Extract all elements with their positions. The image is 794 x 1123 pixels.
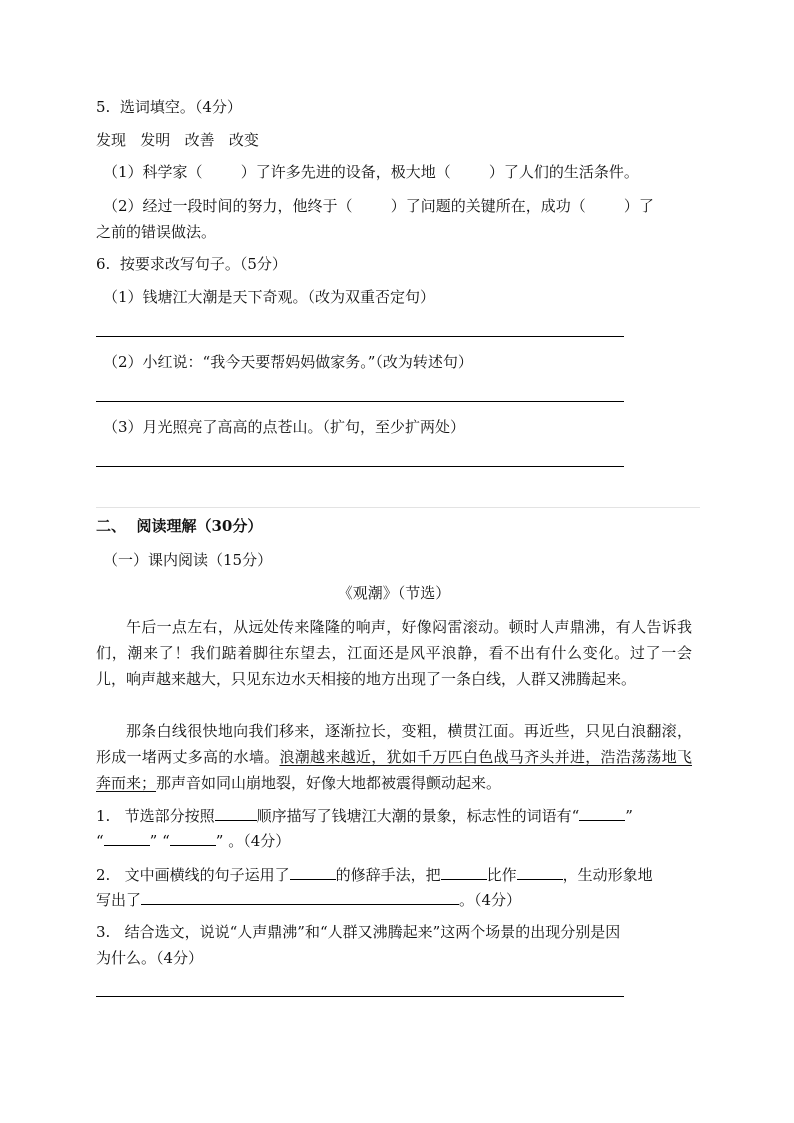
reading-q1-text: ” “	[149, 832, 170, 850]
reading-q2-text: 比作	[486, 866, 517, 884]
reading-q2-text: 写出了	[96, 891, 142, 909]
fill-blank[interactable]	[141, 889, 459, 905]
reading-q2-text: ，生动形象地	[562, 866, 653, 884]
fill-blank[interactable]	[441, 864, 487, 880]
q5-item-2-line-2: 之前的错误做法。	[96, 223, 217, 241]
fill-blank[interactable]	[215, 805, 257, 821]
q6-item-3: （3）月光照亮了高高的点苍山。（扩句，至少扩两处）	[103, 418, 466, 436]
fill-blank[interactable]	[290, 864, 336, 880]
paragraph-2-text-end: 那声音如同山崩地裂，好像大地都被震得颤动起来。	[156, 774, 502, 792]
reading-q2-text: 。（4分）	[459, 891, 522, 909]
reading-q1-text: “	[96, 832, 104, 850]
reading-q2-text: 2. 文中画横线的句子运用了	[96, 866, 290, 884]
fill-blank[interactable]	[517, 864, 563, 880]
answer-line[interactable]	[96, 466, 624, 467]
answer-line[interactable]	[96, 401, 624, 402]
section-2-subtitle: （一）课内阅读（15分）	[103, 551, 273, 569]
answer-line[interactable]	[96, 996, 624, 997]
fill-blank[interactable]	[579, 805, 625, 821]
reading-q3-line-1: 3. 结合选文，说说“人声鼎沸”和“人群又沸腾起来”这两个场景的出现分别是因	[96, 923, 621, 941]
q6-stem: 6. 按要求改写句子。（5分）	[96, 255, 287, 273]
reading-q2-line-1	[96, 864, 653, 885]
q6-item-1: （1）钱塘江大潮是天下奇观。（改为双重否定句）	[103, 288, 436, 306]
reading-q1-text: ”	[625, 807, 633, 825]
section-2-title: 二、 阅读理解（30分）	[96, 517, 263, 535]
reading-q1-text: 1. 节选部分按照	[96, 807, 215, 825]
q5-stem: 5. 选词填空。（4分）	[96, 98, 242, 116]
passage-paragraph-1: 午后一点左右，从远处传来隆隆的响声，好像闷雷滚动。顿时人声鼎沸，有人告诉我们，潮来了！我们踮着脚往东望去，江面还是风平浪静，看不出有什么变化。过了一会儿，响声越来越大，只见东边水天相接的地方出现了一条白线，人群又沸腾起来。	[96, 618, 692, 688]
underlined-sentence: 浪潮越来越近，犹如千万匹白色战马齐头并进，浩浩荡荡地飞奔而来；	[96, 748, 692, 792]
reading-q1-line-2	[96, 830, 290, 851]
q6-item-2: （2）小红说：“我今天要帮妈妈做家务。”（改为转述句）	[103, 353, 473, 371]
fill-blank[interactable]	[104, 830, 150, 846]
passage-paragraph-2	[96, 718, 692, 796]
q5-word-bank: 发现 发明 改善 改变	[96, 131, 259, 149]
paragraph-2-text: 那条白线很快地向我们移来，逐渐拉长，变粗，横贯江面。再近些，只见白浪翻滚，形成一堵两丈多高的水墙。	[96, 722, 692, 766]
reading-q1-text: 顺序描写了钱塘江大潮的景象，标志性的词语有“	[256, 807, 580, 825]
reading-q2-line-2	[96, 889, 521, 910]
answer-line[interactable]	[96, 336, 624, 337]
passage-title: 《观潮》（节选）	[337, 584, 451, 602]
q5-item-2-line-1: （2）经过一段时间的努力，他终于（ ）了问题的关键所在，成功（ ）了	[103, 197, 654, 215]
section-divider	[96, 507, 700, 508]
q5-item-1: （1）科学家（ ）了许多先进的设备，极大地（ ）了人们的生活条件。	[103, 163, 639, 181]
reading-q3-line-2: 为什么。（4分）	[96, 949, 204, 967]
reading-q1-line-1	[96, 805, 633, 826]
reading-q1-text: ” 。（4分）	[215, 832, 291, 850]
reading-q2-text: 的修辞手法，把	[335, 866, 441, 884]
fill-blank[interactable]	[170, 830, 216, 846]
